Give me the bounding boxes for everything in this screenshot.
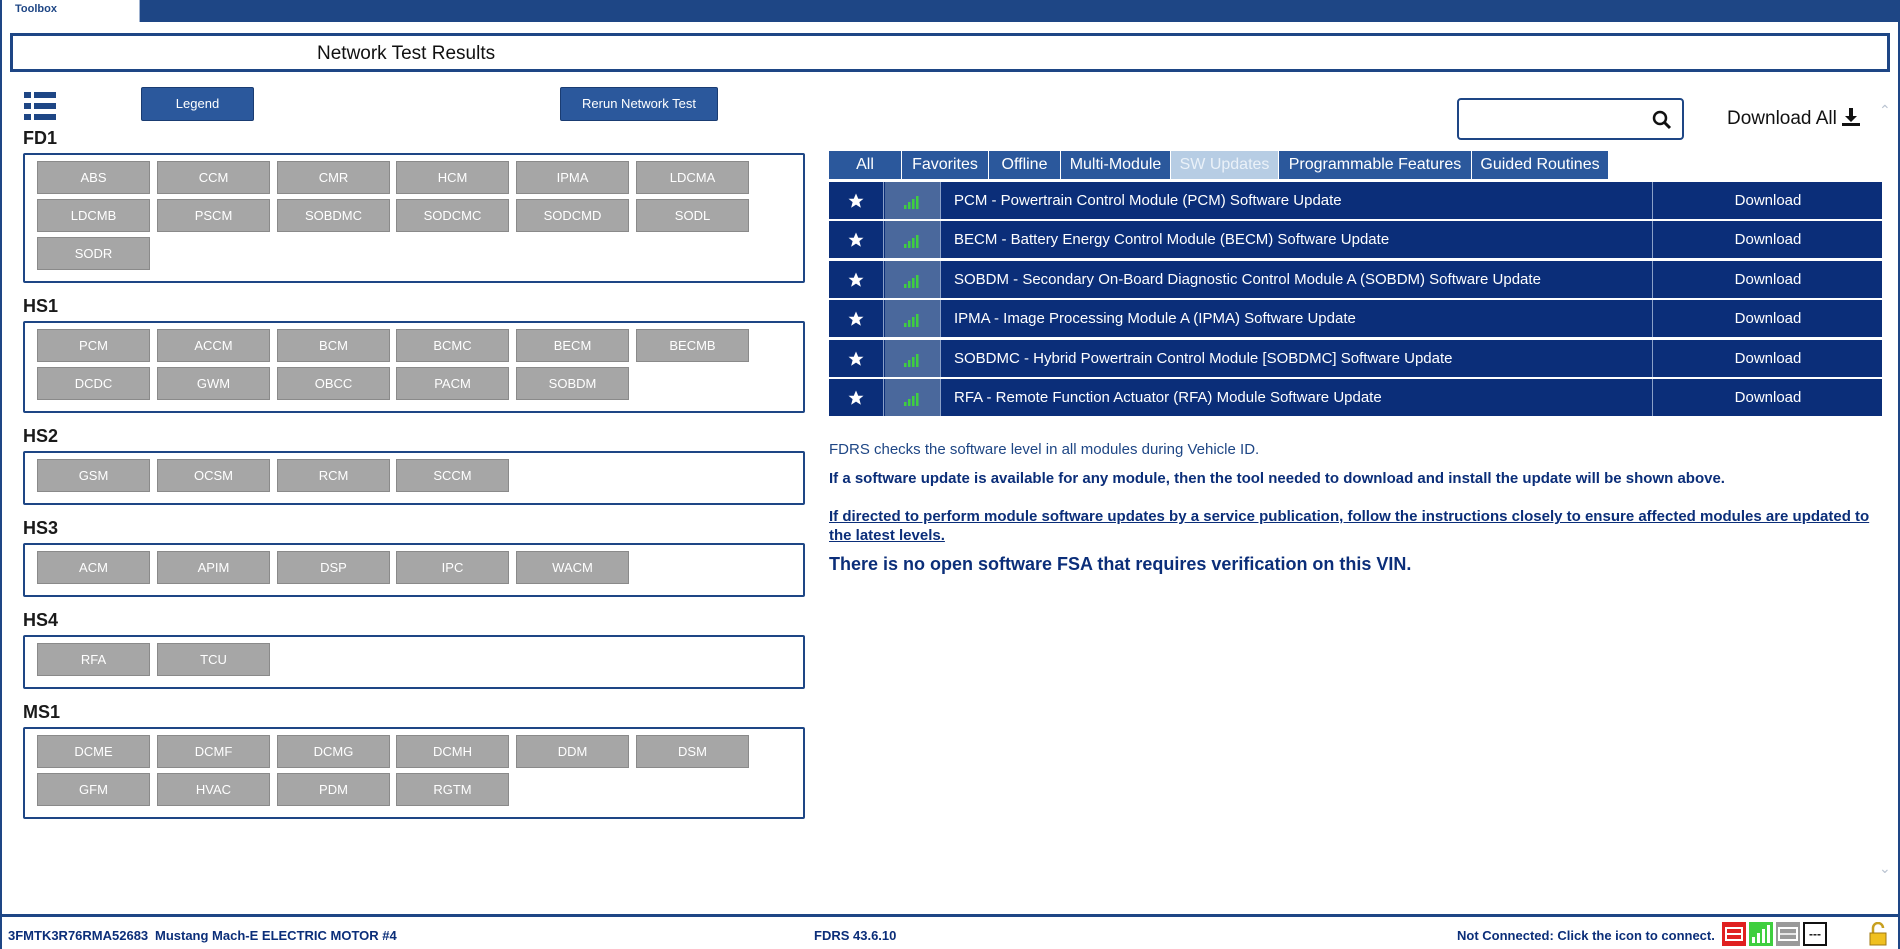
tab-multi-module[interactable]: Multi-Module bbox=[1061, 151, 1171, 179]
update-name: BECM - Battery Energy Control Module (BECM) Software Update bbox=[942, 221, 1653, 258]
module-button-acm[interactable]: ACM bbox=[37, 551, 150, 584]
module-button-becmb[interactable]: BECMB bbox=[636, 329, 749, 362]
filter-tabs bbox=[829, 151, 1609, 179]
page-title-box bbox=[10, 33, 1890, 72]
status-bar-divider bbox=[0, 914, 1900, 917]
signal-cell bbox=[885, 182, 941, 219]
module-button-ipma[interactable]: IPMA bbox=[516, 161, 629, 194]
module-button-apim[interactable]: APIM bbox=[157, 551, 270, 584]
vci-alert-icon[interactable] bbox=[1722, 922, 1746, 946]
module-button-sodr[interactable]: SODR bbox=[37, 237, 150, 270]
module-button-hcm[interactable]: HCM bbox=[396, 161, 509, 194]
group-label-hs2: HS2 bbox=[23, 426, 59, 446]
table-row[interactable] bbox=[829, 300, 1882, 337]
module-button-obcc[interactable]: OBCC bbox=[277, 367, 390, 400]
tab-guided-routines[interactable]: Guided Routines bbox=[1472, 151, 1609, 179]
group-label-hs1: HS1 bbox=[23, 296, 59, 316]
tab-toolbox[interactable]: Toolbox bbox=[2, 0, 140, 22]
module-button-gwm[interactable]: GWM bbox=[157, 367, 270, 400]
star-icon[interactable] bbox=[847, 350, 865, 368]
group-label-hs3: HS3 bbox=[23, 518, 59, 538]
module-button-gfm[interactable]: GFM bbox=[37, 773, 150, 806]
module-button-dcdc[interactable]: DCDC bbox=[37, 367, 150, 400]
tab-programmable-features[interactable]: Programmable Features bbox=[1279, 151, 1472, 179]
module-button-tcu[interactable]: TCU bbox=[157, 643, 270, 676]
status-connection: Not Connected: Click the icon to connect. bbox=[1457, 928, 1715, 943]
table-row[interactable] bbox=[829, 340, 1882, 377]
legend-button[interactable]: Legend bbox=[141, 87, 254, 121]
connection-device-icon[interactable] bbox=[1776, 922, 1800, 946]
top-bar bbox=[0, 0, 1900, 22]
signal-cell bbox=[885, 340, 941, 377]
table-row[interactable] bbox=[829, 379, 1882, 416]
group-label-ms1: MS1 bbox=[23, 702, 61, 722]
module-button-rgtm[interactable]: RGTM bbox=[396, 773, 509, 806]
scroll-up-chevron-icon[interactable]: ⌃ bbox=[1879, 102, 1891, 118]
favorite-cell[interactable] bbox=[829, 379, 884, 416]
info-text-service-publication[interactable]: If directed to perform module software updates by a service publication, follow the instructions closely to ensure affected modules are updated to the latest levels. bbox=[829, 508, 1870, 544]
module-button-ldcma[interactable]: LDCMA bbox=[636, 161, 749, 194]
module-button-rcm[interactable]: RCM bbox=[277, 459, 390, 492]
list-view-icon[interactable] bbox=[24, 92, 56, 120]
page-title: Network Test Results bbox=[317, 43, 496, 64]
table-row[interactable] bbox=[829, 221, 1882, 258]
status-display-icon[interactable]: --- bbox=[1803, 922, 1827, 946]
module-button-abs[interactable]: ABS bbox=[37, 161, 150, 194]
download-all-label: Download All bbox=[1727, 108, 1837, 129]
download-button[interactable]: Download bbox=[1734, 310, 1802, 327]
module-button-ldcmb[interactable]: LDCMB bbox=[37, 199, 150, 232]
group-label-fd1: FD1 bbox=[23, 128, 58, 148]
module-button-ccm[interactable]: CCM bbox=[157, 161, 270, 194]
module-button-sodcmd[interactable]: SODCMD bbox=[516, 199, 629, 232]
download-all-button[interactable] bbox=[1727, 107, 1861, 130]
download-button[interactable]: Download bbox=[1734, 192, 1802, 209]
download-button[interactable]: Download bbox=[1734, 271, 1802, 288]
module-button-ddm[interactable]: DDM bbox=[516, 735, 629, 768]
star-icon[interactable] bbox=[847, 231, 865, 249]
update-name: SOBDMC - Hybrid Powertrain Control Module [SOBDMC] Software Update bbox=[942, 340, 1653, 377]
tab-offline[interactable]: Offline bbox=[989, 151, 1061, 179]
status-vehicle: Mustang Mach-E ELECTRIC MOTOR #4 bbox=[155, 928, 397, 943]
star-icon[interactable] bbox=[847, 271, 865, 289]
search-input[interactable] bbox=[1457, 98, 1684, 140]
star-icon[interactable] bbox=[847, 310, 865, 328]
module-button-rfa[interactable]: RFA bbox=[37, 643, 150, 676]
signal-bars-icon bbox=[904, 195, 922, 209]
download-button[interactable]: Download bbox=[1734, 389, 1802, 406]
info-text-fsa: There is no open software FSA that requires verification on this VIN. bbox=[829, 554, 1412, 574]
module-button-accm[interactable]: ACCM bbox=[157, 329, 270, 362]
signal-bars-icon bbox=[904, 392, 922, 406]
star-icon[interactable] bbox=[847, 192, 865, 210]
module-button-ipc[interactable]: IPC bbox=[396, 551, 509, 584]
update-name: SOBDM - Secondary On-Board Diagnostic Control Module A (SOBDM) Software Update bbox=[942, 261, 1653, 298]
signal-strength-icon[interactable] bbox=[1749, 922, 1773, 946]
scroll-down-chevron-icon[interactable]: ⌄ bbox=[1879, 860, 1891, 876]
module-button-dcmf[interactable]: DCMF bbox=[157, 735, 270, 768]
signal-bars-icon bbox=[904, 234, 922, 248]
update-name: PCM - Powertrain Control Module (PCM) Software Update bbox=[942, 182, 1653, 219]
signal-bars-icon bbox=[904, 274, 922, 288]
tab-all[interactable]: All bbox=[829, 151, 902, 179]
favorite-cell[interactable] bbox=[829, 221, 884, 258]
module-button-bcmc[interactable]: BCMC bbox=[396, 329, 509, 362]
tab-sw-updates[interactable]: SW Updates bbox=[1171, 151, 1279, 179]
status-vin: 3FMTK3R76RMA52683 bbox=[8, 928, 149, 943]
update-name: IPMA - Image Processing Module A (IPMA) Software Update bbox=[942, 300, 1653, 337]
download-button[interactable]: Download bbox=[1734, 350, 1802, 367]
table-row[interactable] bbox=[829, 261, 1882, 298]
module-button-dcme[interactable]: DCME bbox=[37, 735, 150, 768]
module-button-cmr[interactable]: CMR bbox=[277, 161, 390, 194]
module-button-gsm[interactable]: GSM bbox=[37, 459, 150, 492]
favorite-cell[interactable] bbox=[829, 340, 884, 377]
module-button-pcm[interactable]: PCM bbox=[37, 329, 150, 362]
status-version: FDRS 43.6.10 bbox=[814, 928, 897, 943]
module-button-wacm[interactable]: WACM bbox=[516, 551, 629, 584]
module-button-sodcmc[interactable]: SODCMC bbox=[396, 199, 509, 232]
module-button-ocsm[interactable]: OCSM bbox=[157, 459, 270, 492]
favorite-cell[interactable] bbox=[829, 182, 884, 219]
lock-icon[interactable] bbox=[1868, 922, 1888, 946]
module-button-dcmg[interactable]: DCMG bbox=[277, 735, 390, 768]
signal-cell bbox=[885, 261, 941, 298]
star-icon[interactable] bbox=[847, 389, 865, 407]
module-button-sobdmc[interactable]: SOBDMC bbox=[277, 199, 390, 232]
module-button-hvac[interactable]: HVAC bbox=[157, 773, 270, 806]
module-button-sccm[interactable]: SCCM bbox=[396, 459, 509, 492]
table-row[interactable] bbox=[829, 182, 1882, 219]
search-icon[interactable] bbox=[1652, 110, 1672, 130]
favorite-cell[interactable] bbox=[829, 300, 884, 337]
module-button-sodl[interactable]: SODL bbox=[636, 199, 749, 232]
favorite-cell[interactable] bbox=[829, 261, 884, 298]
module-button-sobdm[interactable]: SOBDM bbox=[516, 367, 629, 400]
signal-bars-icon bbox=[904, 313, 922, 327]
info-text-update-available: If a software update is available for any module, then the tool needed to download and install the update will be shown above. bbox=[829, 470, 1725, 487]
module-button-pdm[interactable]: PDM bbox=[277, 773, 390, 806]
signal-cell bbox=[885, 221, 941, 258]
signal-bars-icon bbox=[904, 353, 922, 367]
tab-favorites[interactable]: Favorites bbox=[902, 151, 989, 179]
info-text-vehicle-id: FDRS checks the software level in all modules during Vehicle ID. bbox=[829, 441, 1260, 458]
signal-cell bbox=[885, 379, 941, 416]
signal-cell bbox=[885, 300, 941, 337]
module-button-dsm[interactable]: DSM bbox=[636, 735, 749, 768]
download-button[interactable]: Download bbox=[1734, 231, 1802, 248]
module-button-bcm[interactable]: BCM bbox=[277, 329, 390, 362]
module-button-dcmh[interactable]: DCMH bbox=[396, 735, 509, 768]
module-button-dsp[interactable]: DSP bbox=[277, 551, 390, 584]
update-name: RFA - Remote Function Actuator (RFA) Module Software Update bbox=[942, 379, 1653, 416]
group-label-hs4: HS4 bbox=[23, 610, 59, 630]
module-button-pscm[interactable]: PSCM bbox=[157, 199, 270, 232]
rerun-network-test-button[interactable]: Rerun Network Test bbox=[560, 87, 718, 121]
module-button-becm[interactable]: BECM bbox=[516, 329, 629, 362]
module-button-pacm[interactable]: PACM bbox=[396, 367, 509, 400]
download-icon bbox=[1841, 107, 1861, 127]
